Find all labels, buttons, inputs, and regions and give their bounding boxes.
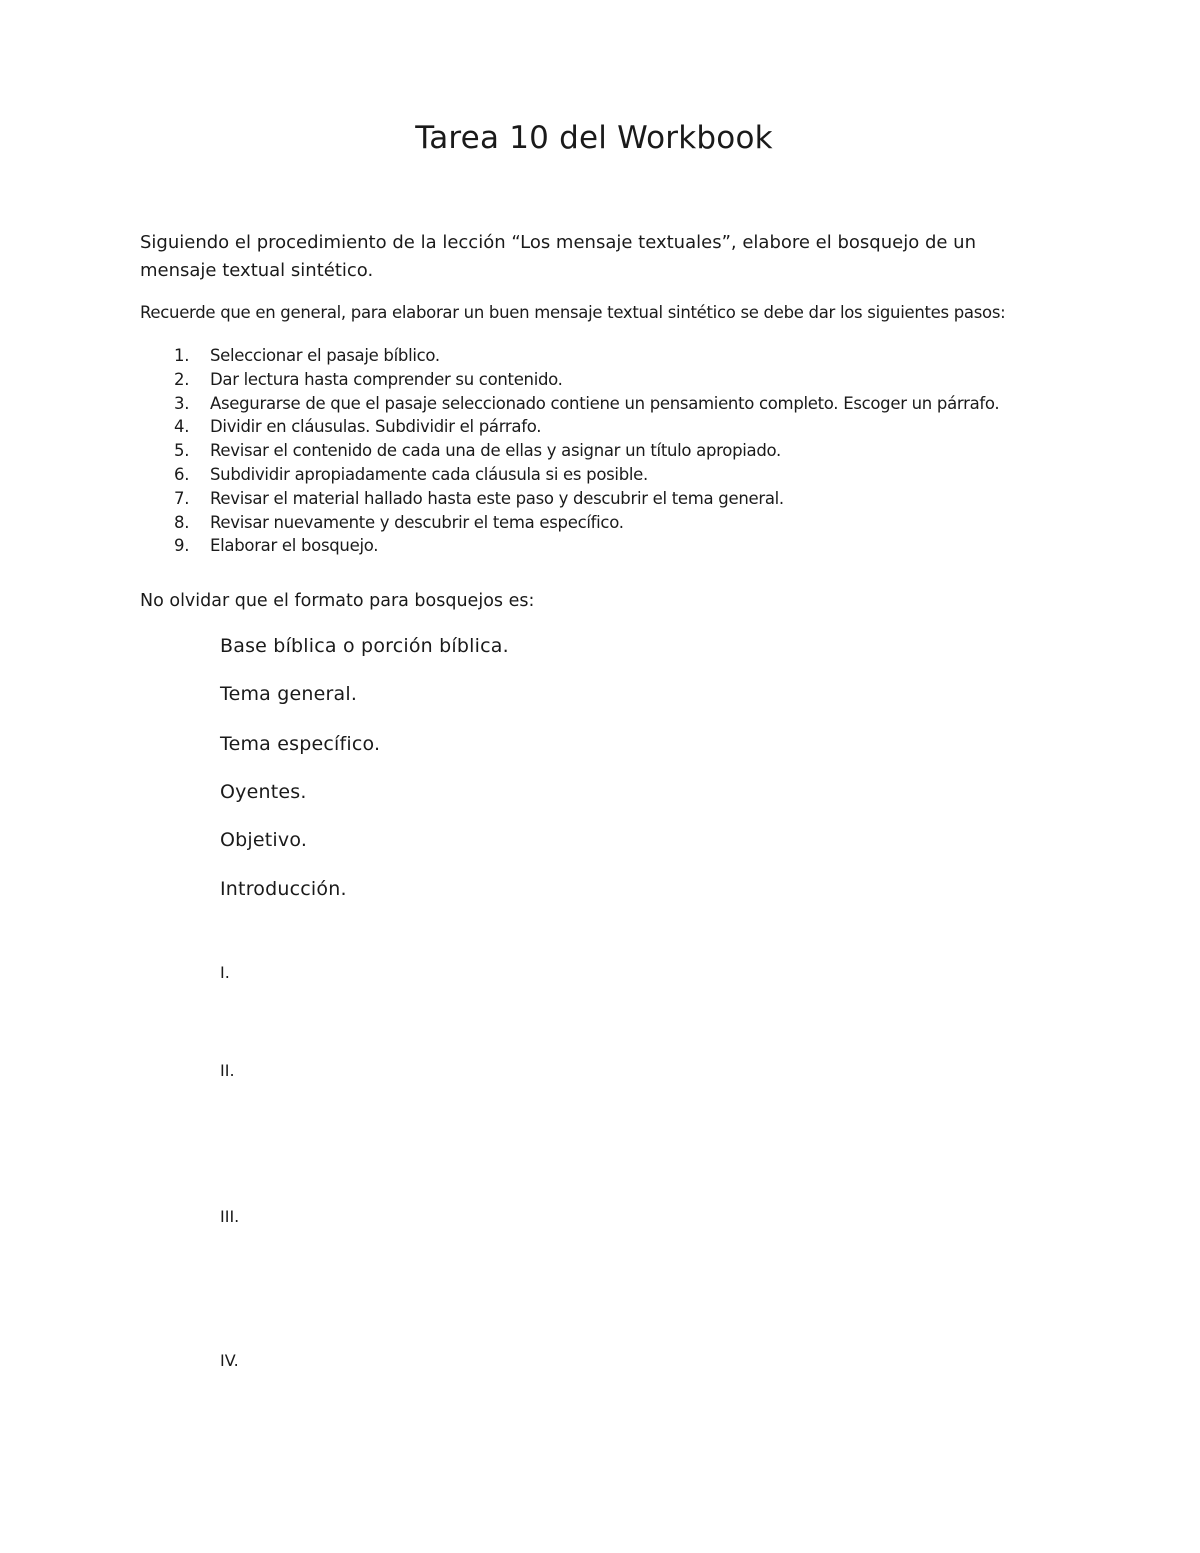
format-item-introduccion: Introducción. (220, 878, 347, 900)
step-text: Revisar el material hallado hasta este paso y descubrir el tema general. (210, 488, 784, 508)
format-item-oyentes: Oyentes. (220, 781, 307, 803)
format-item-tema-general: Tema general. (220, 683, 358, 705)
step-number: 1. (174, 346, 190, 365)
step-text: Elaborar el bosquejo. (210, 536, 379, 556)
step-number: 3. (174, 393, 190, 413)
step-number: 2. (174, 369, 190, 389)
step-text: Asegurarse de que el pasaje seleccionado contiene un pensamiento completo. Escoger un párrafo. (210, 393, 1000, 413)
document-title: Tarea 10 del Workbook (415, 120, 773, 156)
step-number: 9. (174, 536, 190, 556)
step-number: 8. (174, 512, 190, 532)
format-item-objetivo: Objetivo. (220, 829, 308, 851)
step-number: 7. (174, 488, 190, 508)
step-text: Seleccionar el pasaje bíblico. (210, 346, 440, 365)
intro-paragraph: Siguiendo el procedimiento de la lección “Los mensaje textuales”, elabore el bosquejo de un mensaje textual sintético. (140, 232, 976, 281)
step-text: Revisar nuevamente y descubrir el tema específico. (210, 512, 624, 532)
reminder-paragraph: Recuerde que en general, para elaborar un buen mensaje textual sintético se debe dar los siguientes pasos: (140, 303, 1006, 322)
format-item-tema-especifico: Tema específico. (220, 733, 381, 755)
step-text: Subdividir apropiadamente cada cláusula si es posible. (210, 464, 648, 484)
format-item-base-biblica: Base bíblica o porción bíblica. (220, 635, 509, 657)
outline-point-1: I. (220, 963, 230, 982)
step-number: 5. (174, 441, 190, 461)
format-label: No olvidar que el formato para bosquejos es: (140, 591, 535, 611)
step-text: Revisar el contenido de cada una de ellas y asignar un título apropiado. (210, 441, 781, 461)
outline-point-2: II. (220, 1061, 235, 1080)
step-number: 6. (174, 464, 190, 484)
step-number: 4. (174, 417, 190, 437)
step-text: Dar lectura hasta comprender su contenido. (210, 369, 563, 389)
outline-point-4: IV. (220, 1351, 239, 1370)
step-text: Dividir en cláusulas. Subdividir el párrafo. (210, 417, 542, 437)
outline-point-3: III. (220, 1207, 240, 1226)
